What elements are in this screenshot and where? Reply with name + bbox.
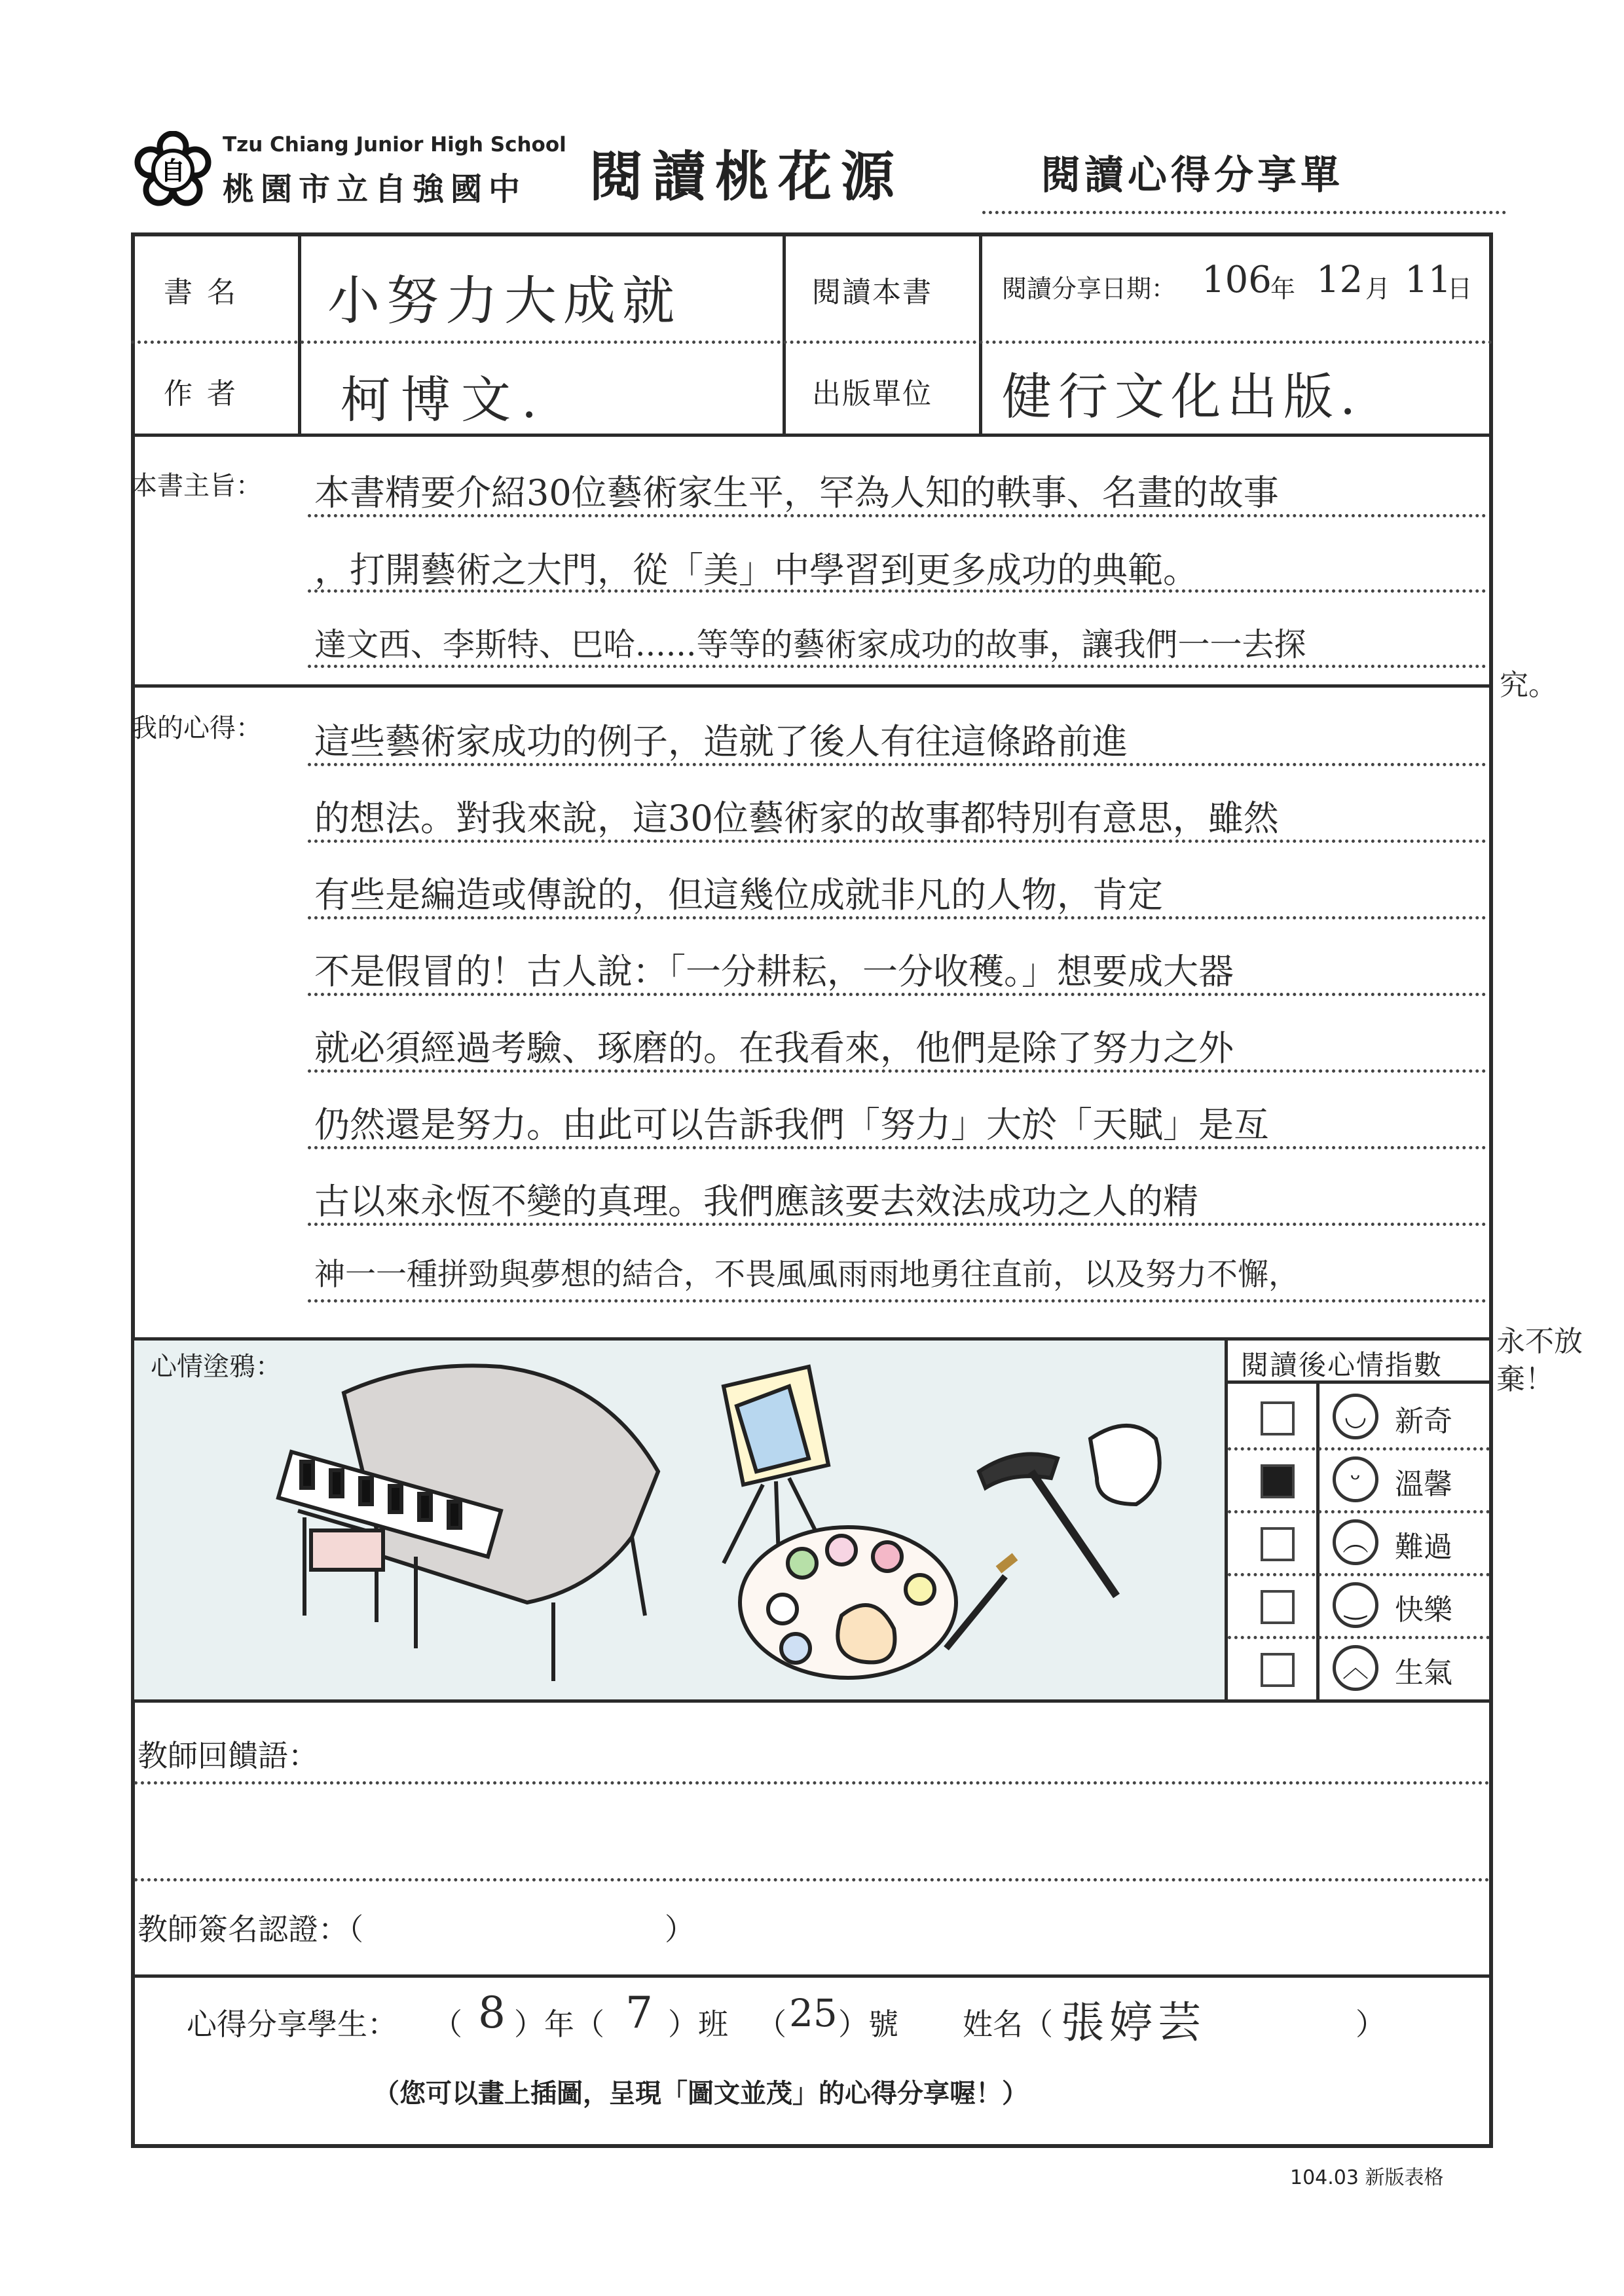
- divider: [298, 232, 301, 435]
- date-day-unit: 日: [1447, 274, 1473, 303]
- mood-option-label: 快樂: [1395, 1593, 1452, 1627]
- grade-value: 8: [478, 1988, 506, 2038]
- mood-option-label: 溫馨: [1395, 1468, 1452, 1501]
- mood-face-icon: ︿: [1333, 1645, 1378, 1691]
- publisher-value: 健行文化出版.: [1002, 367, 1363, 426]
- summary-line-2: ，打開藝術之大門，從「美」中學習到更多成功的典範。: [314, 549, 1198, 591]
- name-label: 姓名（: [963, 2007, 1053, 2042]
- school-name-en: Tzu Chiang Junior High School: [223, 133, 566, 157]
- number-value: 25: [789, 1991, 838, 2035]
- mood-row-divider: [1228, 1636, 1490, 1639]
- teacher-signature-close: ）: [665, 1912, 695, 1947]
- grade-unit: ）年（: [514, 2007, 604, 2042]
- mood-face-icon: ‿: [1333, 1582, 1378, 1628]
- divider: [783, 232, 786, 435]
- date-year: 106: [1202, 259, 1272, 301]
- summary-label: 本書主旨：: [131, 471, 262, 501]
- row-divider: [131, 1974, 1493, 1978]
- title-label: 書 名: [164, 276, 238, 309]
- reflection-line-4: 不是假冒的！古人說：「一分耕耘，一分收穫。」想要成大器: [314, 951, 1234, 992]
- header-underline: [982, 211, 1506, 214]
- reflection-overflow: 永不放棄！: [1496, 1325, 1583, 1396]
- mood-divider: [1225, 1337, 1228, 1701]
- summary-line-1: 本書精要介紹30位藝術家生平，罕為人知的軼事、名畫的故事: [314, 472, 1279, 513]
- summary-line-3: 達文西、李斯特、巴哈......等等的藝術家成功的故事，讓我們一一去探: [314, 626, 1306, 663]
- footer-note: （您可以畫上插圖，呈現「圖文並茂」的心得分享喔！）: [373, 2079, 1028, 2109]
- row-divider: [131, 684, 1493, 688]
- mood-face-icon: ◡: [1333, 1394, 1378, 1439]
- flower-logo-icon: [134, 131, 212, 208]
- mood-row-divider: [1228, 1510, 1490, 1513]
- mood-checkbox-5[interactable]: [1261, 1653, 1295, 1687]
- date-year-unit: 年: [1270, 274, 1296, 303]
- program-title: 閱讀桃花源: [589, 146, 904, 208]
- date-label: 閱讀分享日期：: [1002, 274, 1177, 303]
- number-open: （: [756, 2007, 786, 2042]
- reflection-label: 我的心得：: [131, 713, 262, 743]
- form-version: 104.03 新版表格: [1290, 2166, 1444, 2189]
- reflection-rule: [308, 1299, 1486, 1303]
- mood-title-divider: [1225, 1380, 1493, 1384]
- reflection-line-1: 這些藝術家成功的例子，造就了後人有往這條路前進: [314, 721, 1128, 762]
- reading-label: 閱讀本書: [812, 276, 932, 309]
- title-value: 小努力大成就: [327, 270, 681, 331]
- mood-face-icon: ︵: [1333, 1519, 1378, 1565]
- mood-checkbox-4[interactable]: [1261, 1590, 1295, 1624]
- hammer-drawing: [979, 1426, 1160, 1596]
- reflection-line-3: 有些是編造或傳說的，但這幾位成就非凡的人物，肯定: [314, 874, 1163, 916]
- date-day: 11: [1405, 259, 1452, 301]
- mood-row-divider: [1228, 1447, 1490, 1451]
- author-value: 柯博文.: [341, 371, 548, 429]
- feedback-line: [134, 1781, 1490, 1785]
- author-label: 作 者: [164, 377, 238, 411]
- feedback-line: [134, 1878, 1490, 1881]
- mood-checkbox-1[interactable]: [1261, 1401, 1295, 1435]
- date-month-unit: 月: [1365, 274, 1391, 303]
- mood-index-title: 閱讀後心情指數: [1241, 1349, 1443, 1381]
- school-logo: [134, 131, 212, 208]
- mood-column-divider: [1316, 1380, 1320, 1701]
- divider: [979, 232, 982, 435]
- row-divider: [131, 341, 1493, 344]
- mood-option-label: 生氣: [1395, 1656, 1452, 1690]
- reflection-line-6: 仍然還是努力。由此可以告訴我們「努力」大於「天賦」是亙: [314, 1104, 1269, 1145]
- publisher-label: 出版單位: [812, 377, 932, 411]
- mood-option-label: 難過: [1395, 1530, 1452, 1564]
- student-name: 張婷芸: [1061, 1997, 1206, 2048]
- piano-drawing: [278, 1365, 658, 1681]
- school-name-zh: 桃園市立自強國中: [223, 171, 527, 208]
- teacher-feedback-label: 教師回饋語：: [138, 1738, 318, 1773]
- doodle-label: 心情塗鴉：: [151, 1352, 282, 1382]
- palette-drawing: [740, 1527, 1015, 1678]
- mood-checkbox-3[interactable]: [1261, 1527, 1295, 1561]
- reflection-line-8: 神一一種拼勁與夢想的結合，不畏風風雨雨地勇往直前，以及努力不懈，: [314, 1257, 1299, 1293]
- teacher-signature-label: 教師簽名認證：（: [138, 1912, 363, 1947]
- reflection-line-7: 古以來永恆不變的真理。我們應該要去效法成功之人的精: [314, 1181, 1198, 1222]
- summary-overflow: 究。: [1500, 669, 1557, 702]
- grade-open: （: [432, 2007, 462, 2042]
- mood-face-icon: ᵕ: [1333, 1456, 1378, 1502]
- row-divider: [131, 1699, 1493, 1703]
- class-value: 7: [625, 1988, 653, 2038]
- class-unit: ）班: [668, 2007, 728, 2042]
- number-unit: ）號: [838, 2007, 898, 2042]
- logo-char: 自: [160, 157, 186, 185]
- mood-row-divider: [1228, 1573, 1490, 1576]
- form-title: 閱讀心得分享單: [1041, 153, 1344, 198]
- row-divider: [131, 434, 1493, 437]
- mood-checkbox-2[interactable]: [1261, 1464, 1295, 1498]
- reflection-line-5: 就必須經過考驗、琢磨的。在我看來，他們是除了努力之外: [314, 1028, 1234, 1069]
- mood-option-label: 新奇: [1395, 1405, 1452, 1438]
- date-month: 12: [1316, 259, 1363, 301]
- doodle-drawing: [134, 1341, 1225, 1701]
- name-close: ）: [1356, 2007, 1386, 2042]
- reflection-line-2: 的想法。對我來說，這30位藝術家的故事都特別有意思，雖然: [314, 798, 1279, 839]
- student-label: 心得分享學生：: [187, 2007, 397, 2042]
